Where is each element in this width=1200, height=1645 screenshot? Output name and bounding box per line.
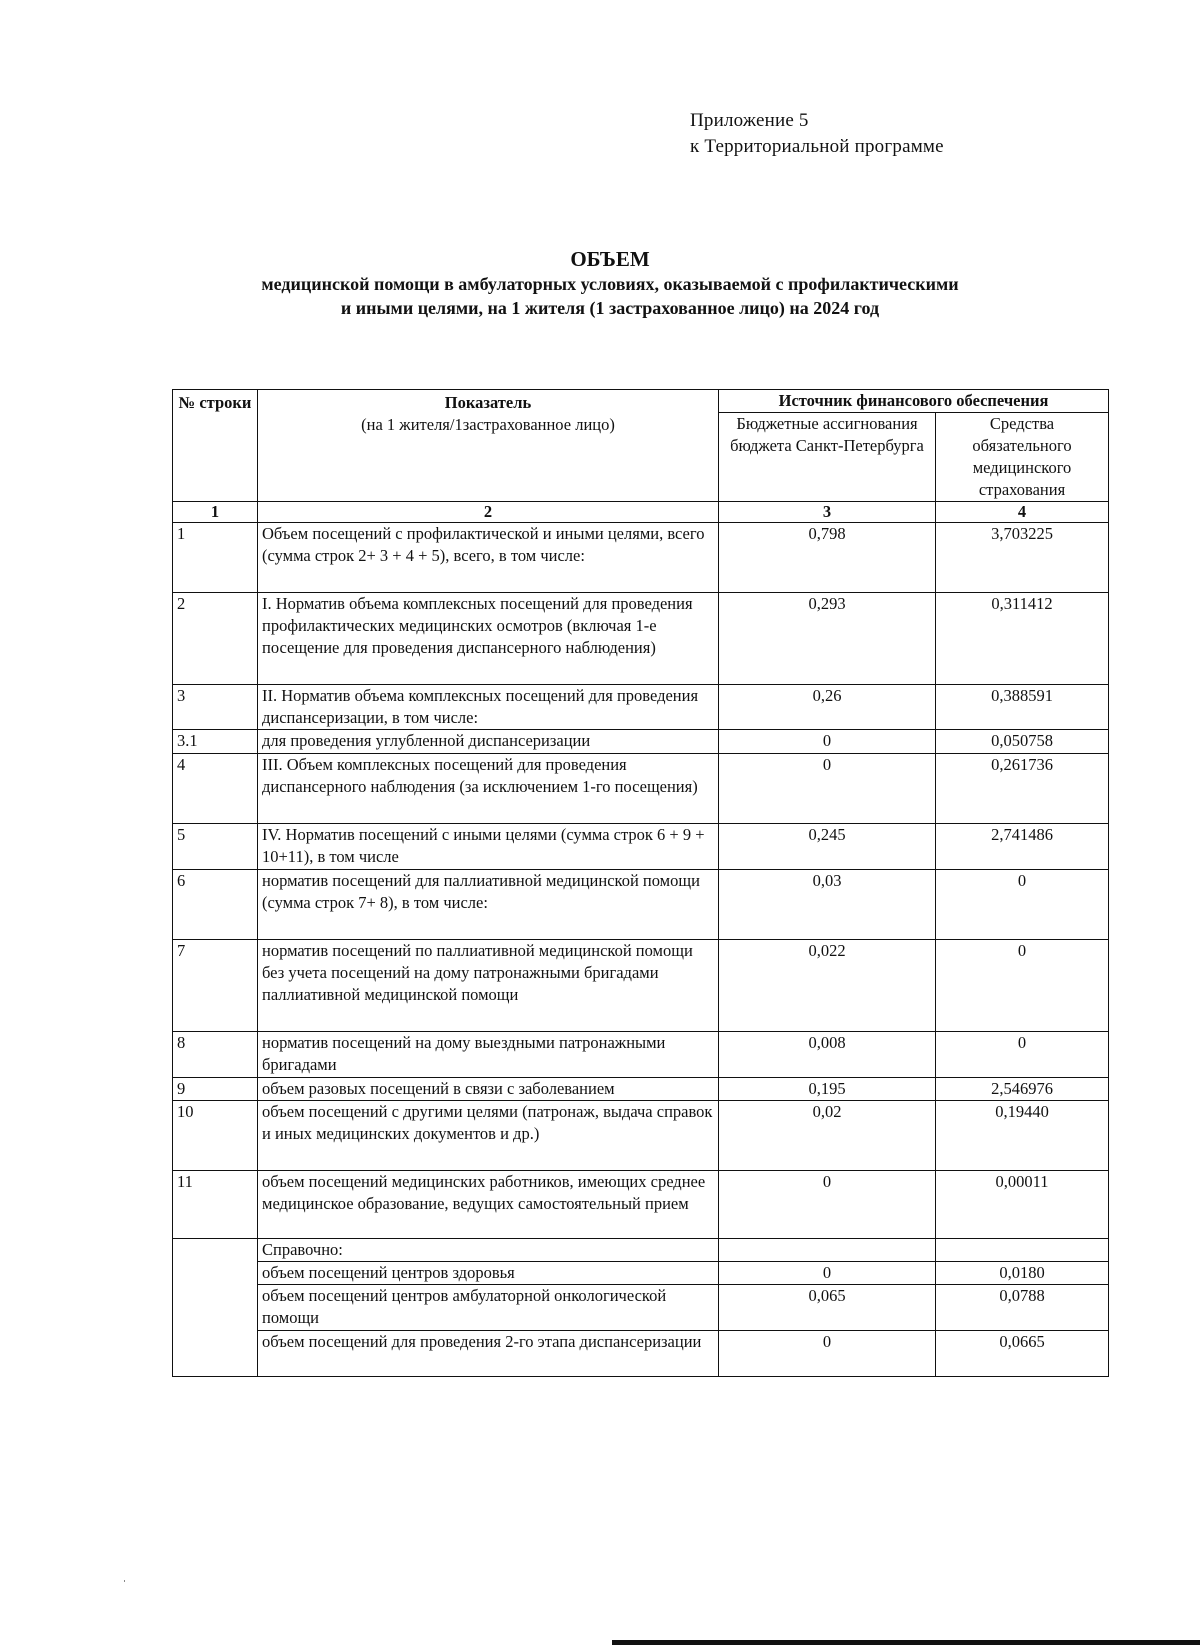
- reference-indicator: объем посещений для проведения 2-го этапа диспансеризации: [258, 1331, 719, 1377]
- row-budget-value: 0,03: [719, 870, 936, 940]
- col-header-no-label: № строки: [178, 393, 252, 412]
- row-number: 1: [173, 523, 258, 593]
- row-budget-value: 0,008: [719, 1032, 936, 1078]
- row-oms-value: 0: [936, 1032, 1109, 1078]
- index-cell: 1: [173, 502, 258, 523]
- reference-indicator: объем посещений центров амбулаторной онкологической помощи: [258, 1285, 719, 1331]
- row-indicator: IV. Норматив посещений с иными целями (сумма строк 6 + 9 + 10+11), в том числе: [258, 824, 719, 870]
- reference-label: Справочно:: [258, 1239, 719, 1262]
- row-oms-value: 0,050758: [936, 730, 1109, 754]
- reference-oms-value: 0,0180: [936, 1262, 1109, 1285]
- col-header-budget: Бюджетные ассигнования бюджета Санкт-Петербурга: [719, 413, 936, 502]
- row-budget-value: 0: [719, 1171, 936, 1239]
- table-row: [173, 730, 1109, 754]
- row-oms-value: 0: [936, 940, 1109, 1032]
- table-row: [173, 870, 1109, 940]
- table-row: [173, 1101, 1109, 1171]
- table-row: [173, 1171, 1109, 1239]
- row-oms-value: 2,741486: [936, 824, 1109, 870]
- reference-row: [173, 1262, 1109, 1285]
- row-budget-value: 0,245: [719, 824, 936, 870]
- reference-row: [173, 1331, 1109, 1377]
- row-number: 3.1: [173, 730, 258, 754]
- row-indicator: объем посещений медицинских работников, имеющих среднее медицинское образование, ведущих самостоятельный прием: [258, 1171, 719, 1239]
- header-row: [173, 390, 1109, 413]
- volume-table: [172, 389, 1109, 1377]
- reference-number-cell: [173, 1239, 258, 1377]
- row-number: 5: [173, 824, 258, 870]
- col-header-no: [173, 390, 258, 502]
- reference-empty-cell: [936, 1239, 1109, 1262]
- col-header-source: Источник финансового обеспечения: [719, 390, 1109, 413]
- table-row: [173, 824, 1109, 870]
- row-oms-value: 3,703225: [936, 523, 1109, 593]
- document-title: [170, 246, 1050, 320]
- index-cell: 4: [936, 502, 1109, 523]
- title-line-2: медицинской помощи в амбулаторных условиях, оказываемой с профилактическими: [261, 274, 959, 294]
- row-budget-value: 0,798: [719, 523, 936, 593]
- reference-indicator: объем посещений центров здоровья: [258, 1262, 719, 1285]
- row-indicator: норматив посещений для паллиативной медицинской помощи (сумма строк 7+ 8), в том числе:: [258, 870, 719, 940]
- row-budget-value: 0,022: [719, 940, 936, 1032]
- reference-budget-value: 0: [719, 1262, 936, 1285]
- row-number: 7: [173, 940, 258, 1032]
- row-oms-value: 0,261736: [936, 754, 1109, 824]
- row-number: 4: [173, 754, 258, 824]
- index-row: [173, 502, 1109, 523]
- row-budget-value: 0,293: [719, 593, 936, 685]
- row-number: 11: [173, 1171, 258, 1239]
- row-indicator: Объем посещений с профилактической и иными целями, всего (сумма строк 2+ 3 + 4 + 5), всего, в том числе:: [258, 523, 719, 593]
- reference-empty-cell: [719, 1239, 936, 1262]
- reference-header-row: [173, 1239, 1109, 1262]
- scan-edge-bar: [612, 1640, 1200, 1645]
- row-oms-value: 0,19440: [936, 1101, 1109, 1171]
- index-cell: 3: [719, 502, 936, 523]
- table-row: [173, 593, 1109, 685]
- row-oms-value: 0,388591: [936, 685, 1109, 730]
- row-number: 8: [173, 1032, 258, 1078]
- row-budget-value: 0,26: [719, 685, 936, 730]
- row-number: 2: [173, 593, 258, 685]
- row-number: 10: [173, 1101, 258, 1171]
- row-indicator: III. Объем комплексных посещений для проведения диспансерного наблюдения (за исключением 1-го посещения): [258, 754, 719, 824]
- row-oms-value: 0,311412: [936, 593, 1109, 685]
- col-header-indicator-subtitle: (на 1 жителя/1застрахованное лицо): [361, 415, 615, 434]
- row-indicator: I. Норматив объема комплексных посещений для проведения профилактических медицинских осмотров (включая 1-е посещение для проведения диспансерного наблюдения): [258, 593, 719, 685]
- reference-oms-value: 0,0788: [936, 1285, 1109, 1331]
- row-indicator: объем посещений с другими целями (патронаж, выдача справок и иных медицинских документов и др.): [258, 1101, 719, 1171]
- col-header-indicator-title: Показатель: [444, 393, 532, 412]
- appendix-line-2: к Территориальной программе: [690, 136, 944, 157]
- table-row: [173, 1032, 1109, 1078]
- row-indicator: для проведения углубленной диспансеризации: [258, 730, 719, 754]
- appendix-note: [690, 108, 944, 160]
- row-indicator: норматив посещений на дому выездными патронажными бригадами: [258, 1032, 719, 1078]
- row-oms-value: 2,546976: [936, 1078, 1109, 1101]
- table-row: [173, 523, 1109, 593]
- row-budget-value: 0,195: [719, 1078, 936, 1101]
- table-row: [173, 1078, 1109, 1101]
- reference-row: [173, 1285, 1109, 1331]
- table-row: [173, 754, 1109, 824]
- row-oms-value: 0: [936, 870, 1109, 940]
- reference-budget-value: 0,065: [719, 1285, 936, 1331]
- row-budget-value: 0,02: [719, 1101, 936, 1171]
- row-number: 6: [173, 870, 258, 940]
- col-header-oms: Средства обязательного медицинского страхования: [936, 413, 1109, 502]
- scan-speck: [124, 1580, 125, 1582]
- row-budget-value: 0: [719, 754, 936, 824]
- row-indicator: норматив посещений по паллиативной медицинской помощи без учета посещений на дому патронажными бригадами паллиативной медицинской помощи: [258, 940, 719, 1032]
- appendix-line-1: Приложение 5: [690, 110, 809, 131]
- row-oms-value: 0,00011: [936, 1171, 1109, 1239]
- index-cell: 2: [258, 502, 719, 523]
- title-line-1: ОБЪЕМ: [570, 247, 650, 271]
- col-header-indicator: [258, 390, 719, 502]
- row-budget-value: 0: [719, 730, 936, 754]
- title-line-3: и иными целями, на 1 жителя (1 застрахованное лицо) на 2024 год: [340, 298, 880, 318]
- table-row: [173, 940, 1109, 1032]
- row-indicator: объем разовых посещений в связи с заболеванием: [258, 1078, 719, 1101]
- row-number: 3: [173, 685, 258, 730]
- table-row: [173, 685, 1109, 730]
- row-indicator: II. Норматив объема комплексных посещений для проведения диспансеризации, в том числе:: [258, 685, 719, 730]
- row-number: 9: [173, 1078, 258, 1101]
- reference-budget-value: 0: [719, 1331, 936, 1377]
- reference-oms-value: 0,0665: [936, 1331, 1109, 1377]
